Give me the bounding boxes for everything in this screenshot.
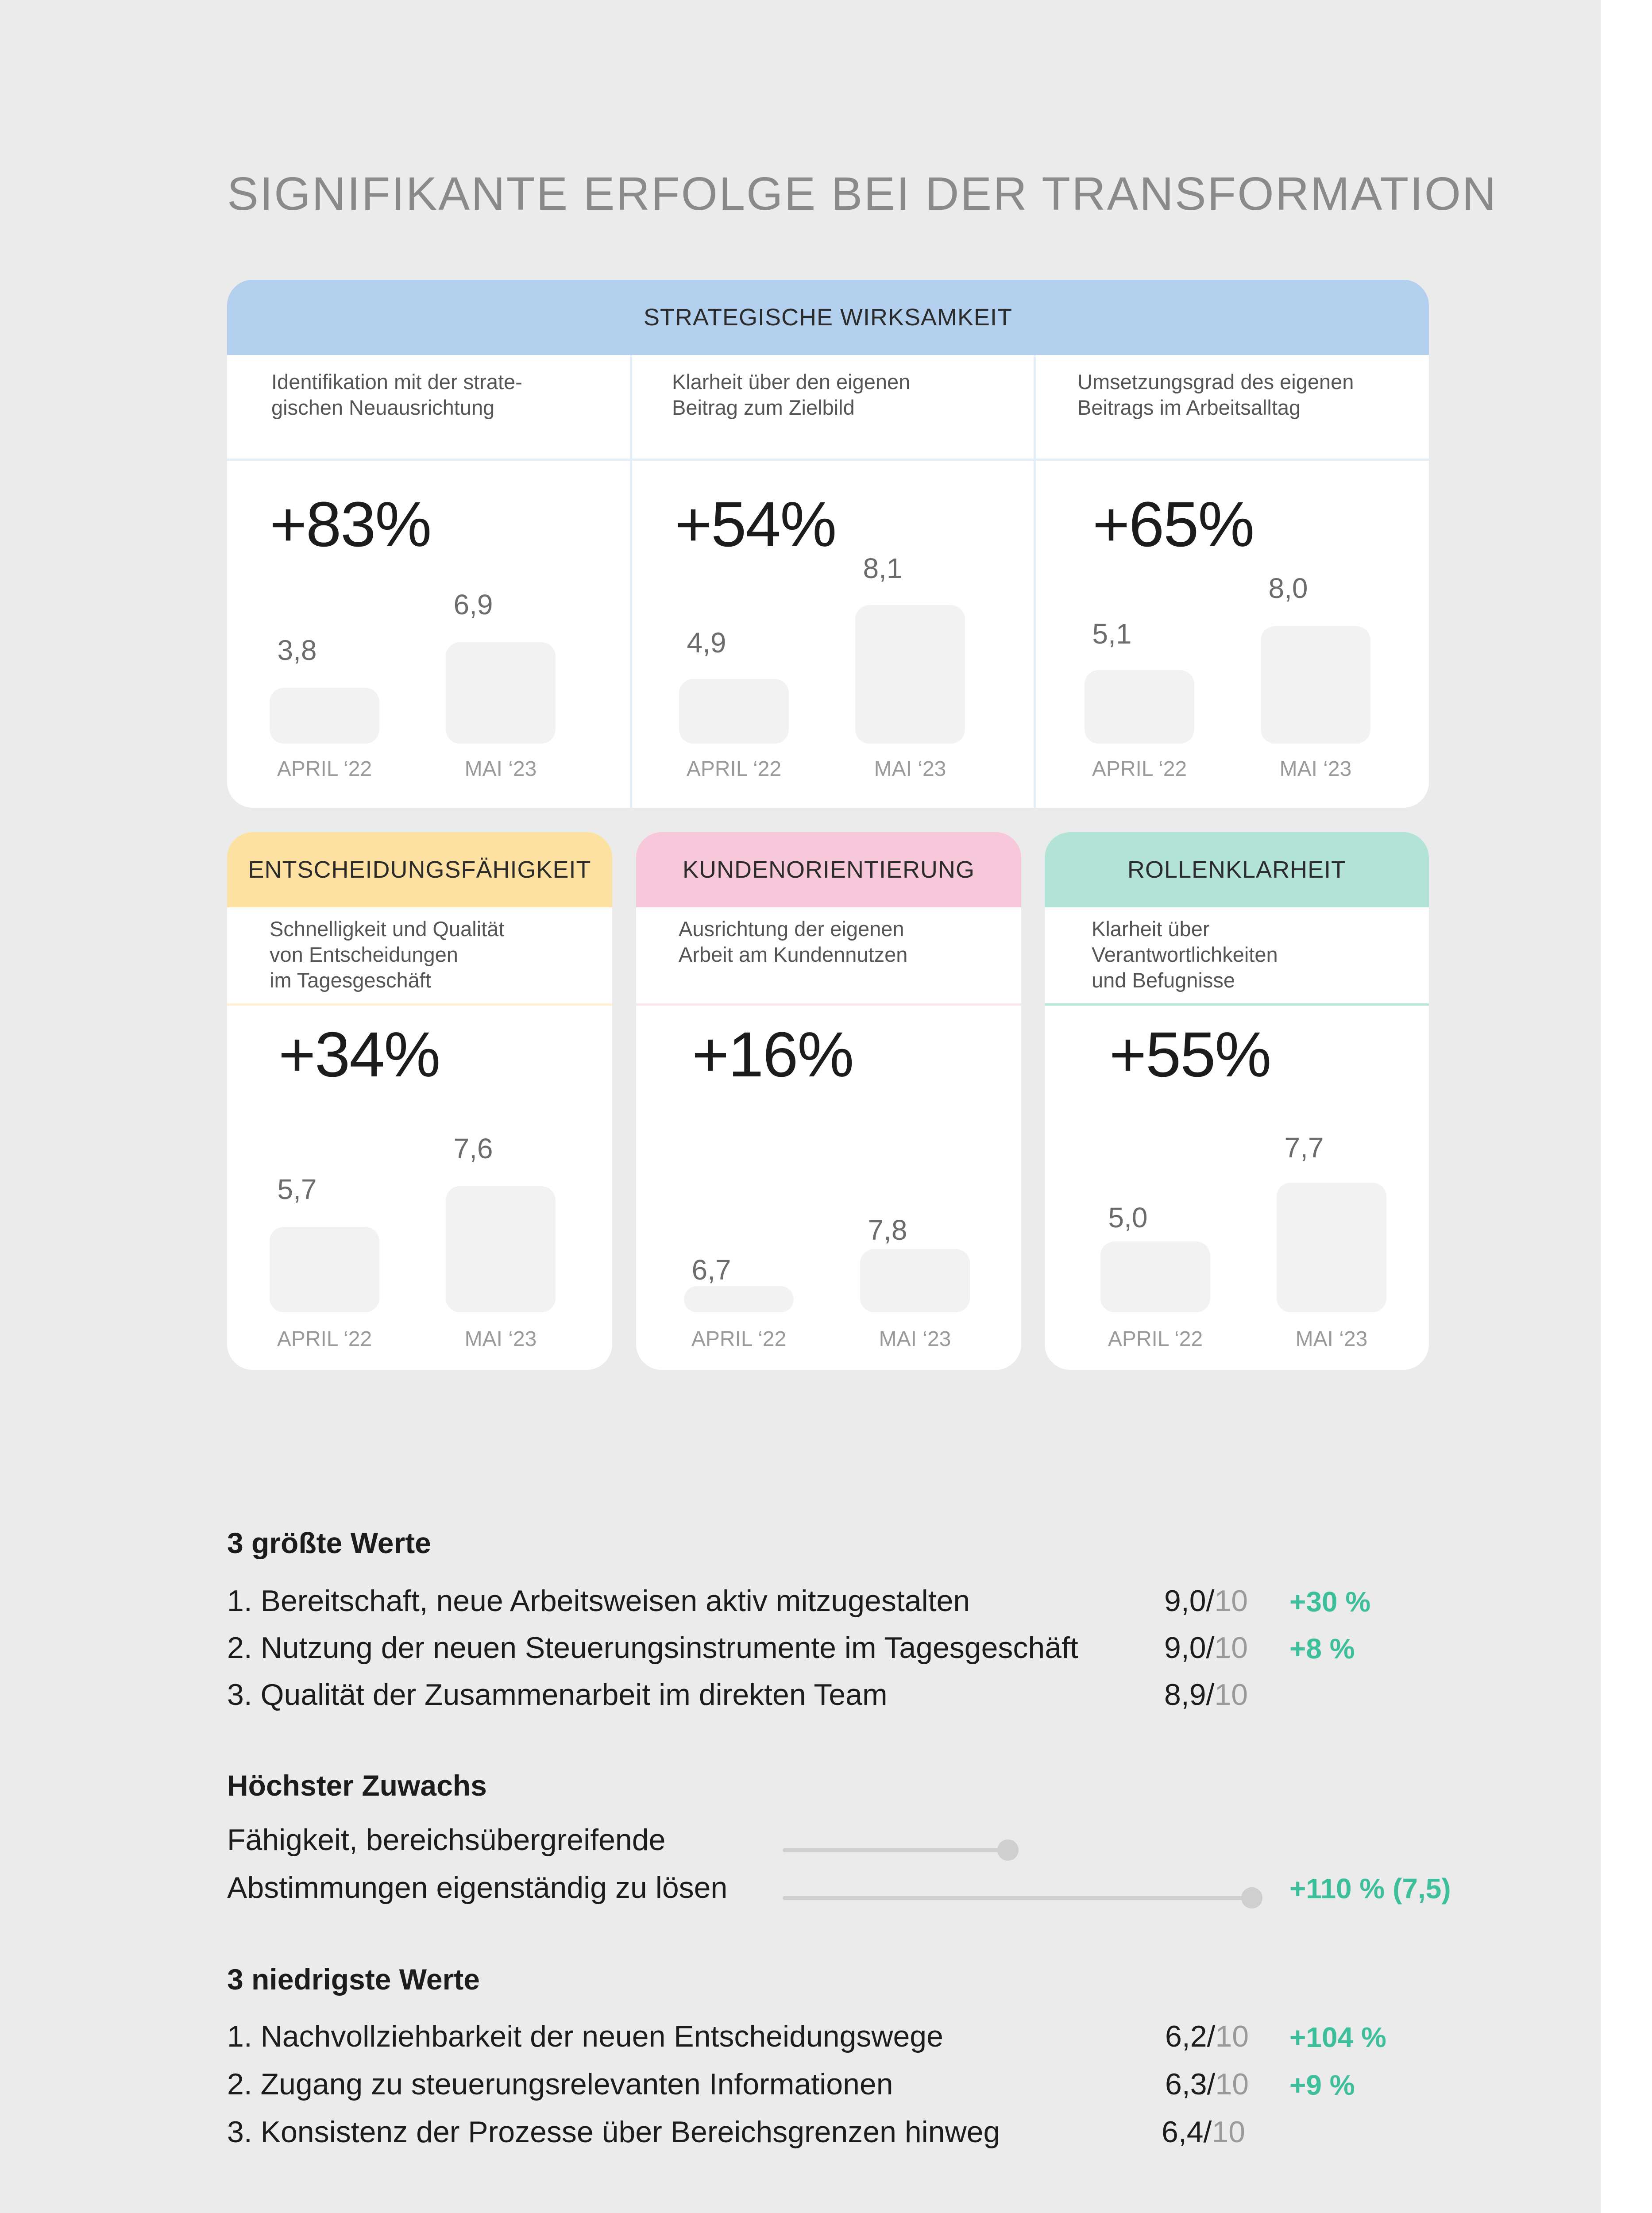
card-header: STRATEGISCHE WIRKSAMKEIT [227, 280, 1429, 355]
card-strategic-effectiveness [227, 280, 1429, 808]
value-april-22: 4,9 [687, 627, 726, 659]
change-percent: +65% [1092, 489, 1254, 560]
metric-description: Klarheit über den eigenen Beitrag zum Zielbild [672, 370, 911, 419]
change-percent: +34% [278, 1019, 440, 1090]
delta-badge: +8 % [1289, 1633, 1355, 1665]
bar-mai-23 [446, 1186, 556, 1312]
value-mai-23: 7,6 [453, 1133, 493, 1164]
bar-april-22 [684, 1286, 794, 1312]
x-label-april-22: APRIL ‘22 [691, 1327, 787, 1351]
list-item: 2. Nutzung der neuen Steuerungsinstrumente im Tagesgeschäft [227, 1631, 1078, 1665]
value-mai-23: 7,8 [868, 1214, 907, 1246]
score: 9,0/10 [1164, 1584, 1248, 1618]
section-heading-highest-growth: Höchster Zuwachs [227, 1769, 487, 1802]
metric-column [1036, 355, 1429, 808]
x-label-mai-23: MAI ‘23 [1279, 757, 1352, 781]
bar-april-22 [1085, 670, 1194, 744]
growth-label-line-2: Abstimmungen eigenständig zu lösen [227, 1871, 728, 1905]
card-header: KUNDENORIENTIERUNG [636, 832, 1021, 907]
list-item: 2. Zugang zu steuerungsrelevanten Informationen [227, 2067, 893, 2101]
metric-description: Klarheit über Verantwortlichkeiten und Befugnisse [1092, 917, 1278, 992]
x-label-mai-23: MAI ‘23 [879, 1327, 951, 1351]
value-april-22: 5,0 [1108, 1202, 1148, 1234]
description-divider [227, 459, 1429, 461]
card-header: ROLLENKLARHEIT [1045, 832, 1429, 907]
metric-description: Schnelligkeit und Qualität von Entscheidungen im Tagesgeschäft [270, 917, 505, 992]
growth-bar-after-marker [1241, 1887, 1262, 1908]
metric-description: Ausrichtung der eigenen Arbeit am Kundennutzen [679, 917, 908, 966]
metric-column [636, 907, 1021, 1370]
metric-column [227, 907, 612, 1370]
value-april-22: 3,8 [277, 634, 317, 666]
value-mai-23: 6,9 [453, 589, 493, 621]
score: 9,0/10 [1164, 1631, 1248, 1665]
delta-badge: +104 % [1289, 2021, 1386, 2053]
growth-bar-before-marker [997, 1839, 1019, 1861]
metric-column [632, 355, 1034, 808]
growth-bar-before [783, 1848, 1008, 1852]
list-item: 1. Bereitschaft, neue Arbeitsweisen aktiv mitzugestalten [227, 1584, 970, 1618]
bar-april-22 [270, 1227, 379, 1312]
list-item: 3. Konsistenz der Prozesse über Bereichsgrenzen hinweg [227, 2115, 1000, 2149]
bar-april-22 [679, 679, 789, 744]
card-role-clarity [1045, 832, 1429, 1370]
x-label-mai-23: MAI ‘23 [874, 757, 946, 781]
change-percent: +55% [1109, 1019, 1271, 1090]
value-april-22: 6,7 [691, 1254, 731, 1286]
x-label-mai-23: MAI ‘23 [464, 757, 537, 781]
x-label-april-22: APRIL ‘22 [277, 1327, 372, 1351]
value-april-22: 5,1 [1092, 618, 1132, 650]
value-mai-23: 8,1 [863, 552, 903, 584]
change-percent: +16% [692, 1019, 853, 1090]
card-customer-orientation [636, 832, 1021, 1370]
value-april-22: 5,7 [277, 1173, 317, 1205]
x-label-mai-23: MAI ‘23 [464, 1327, 537, 1351]
value-mai-23: 7,7 [1284, 1132, 1324, 1164]
metric-column [1045, 907, 1429, 1370]
metric-description: Umsetzungsgrad des eigenen Beitrags im Arbeitsalltag [1077, 370, 1354, 419]
growth-delta: +110 % (7,5) [1289, 1873, 1451, 1905]
section-heading-top-values: 3 größte Werte [227, 1527, 431, 1559]
description-divider [227, 1003, 612, 1006]
metric-description: Identifikation mit der strate- gischen Neuausrichtung [271, 370, 522, 419]
score: 6,4/10 [1162, 2115, 1246, 2149]
description-divider [1045, 1003, 1429, 1006]
x-label-mai-23: MAI ‘23 [1295, 1327, 1368, 1351]
delta-badge: +30 % [1289, 1586, 1371, 1618]
bar-mai-23 [860, 1249, 970, 1312]
description-divider [636, 1003, 1021, 1006]
growth-bar-after [783, 1896, 1252, 1900]
x-label-april-22: APRIL ‘22 [277, 757, 372, 781]
score: 6,2/10 [1165, 2020, 1249, 2053]
bar-april-22 [1100, 1241, 1210, 1312]
value-mai-23: 8,0 [1268, 572, 1308, 604]
x-label-april-22: APRIL ‘22 [1108, 1327, 1203, 1351]
x-label-april-22: APRIL ‘22 [686, 757, 782, 781]
bar-april-22 [270, 688, 379, 744]
page-title: SIGNIFIKANTE ERFOLGE BEI DER TRANSFORMATION [227, 168, 1498, 220]
change-percent: +54% [675, 489, 836, 560]
score: 8,9/10 [1164, 1678, 1248, 1712]
bar-mai-23 [855, 605, 965, 744]
bar-mai-23 [1261, 626, 1370, 744]
bar-mai-23 [1277, 1183, 1386, 1312]
delta-badge: +9 % [1289, 2069, 1355, 2101]
growth-label-line-1: Fähigkeit, bereichsübergreifende [227, 1823, 666, 1857]
x-label-april-22: APRIL ‘22 [1092, 757, 1187, 781]
bar-mai-23 [446, 642, 556, 744]
list-item: 1. Nachvollziehbarkeit der neuen Entscheidungswege [227, 2020, 943, 2053]
list-item: 3. Qualität der Zusammenarbeit im direkten Team [227, 1678, 888, 1712]
section-heading-lowest-values: 3 niedrigste Werte [227, 1963, 480, 1996]
card-header: ENTSCHEIDUNGSFÄHIGKEIT [227, 832, 612, 907]
score: 6,3/10 [1165, 2067, 1249, 2101]
metric-column [227, 355, 630, 808]
card-decision-capability [227, 832, 612, 1370]
change-percent: +83% [270, 489, 431, 560]
